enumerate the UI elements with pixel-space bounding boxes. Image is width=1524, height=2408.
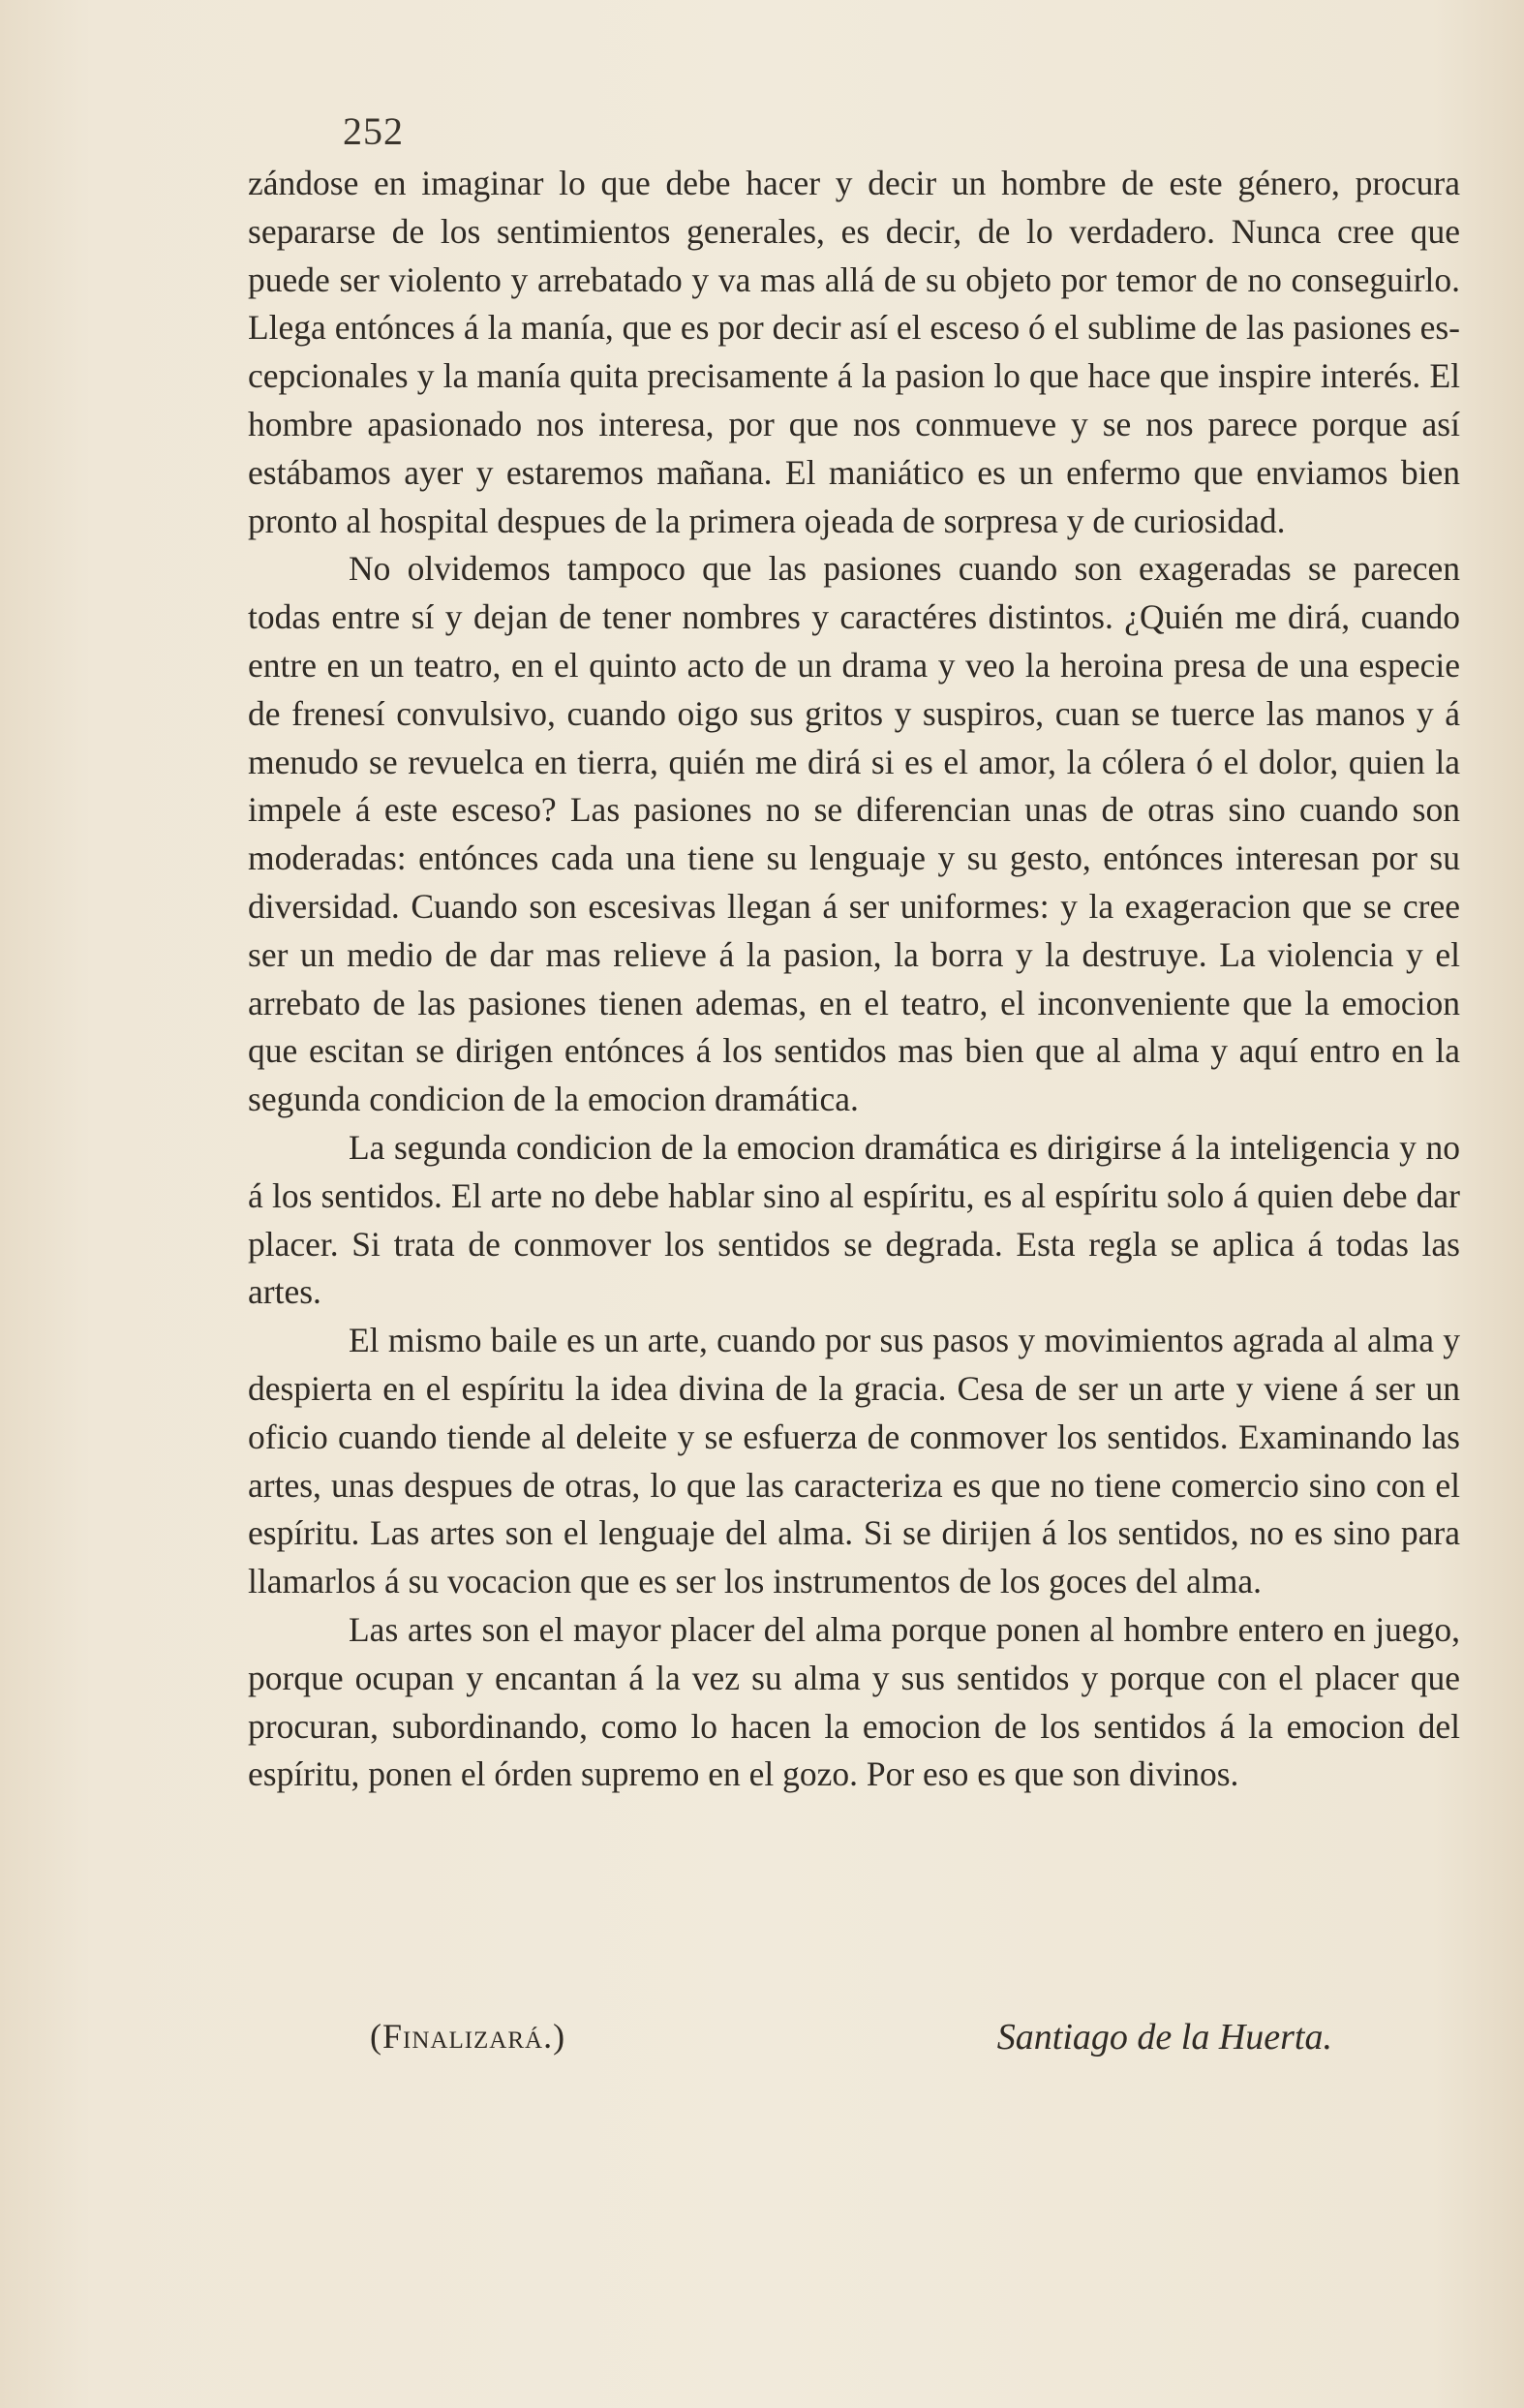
author-signature: Santiago de la Huerta. <box>996 2017 1332 2057</box>
page-number: 252 <box>343 109 404 153</box>
paragraph: zándose en imaginar lo que debe hacer y decir un hombre de este género, procura separarse de los sentimientos generales, es decir, de lo verdadero. Nunca cree que puede ser violento y arrebatado y va mas allá de su objeto por temor de no conseguirlo. Llega entónces á la manía, que es por decir así el esceso ó el sublime de las pasiones escepcionales y la manía quita precisamente á la pasion lo que hace que inspire interés. El hombre apasionado nos interesa, por que nos conmueve y se nos parece porque así estábamos ayer y estaremos mañana. El maniático es un enfermo que enviamos bien pronto al hospital despues de la primera ojeada de sorpresa y de curiosidad. <box>248 164 1460 540</box>
paragraph: El mismo baile es un arte, cuando por sus pasos y movimientos agrada al alma y despierta en el espíritu la idea divina de la gracia. Cesa de ser un arte y viene á ser un oficio cuando tiende al deleite y se esfuerza de conmover los sentidos. Examinando las artes, unas despues de otras, lo que las caracteriza es que no tiene comercio sino con el espíritu. Las artes son el lenguaje del alma. Si se dirijen á los sentidos, no es sino para llamarlos á su vocacion que es ser los instrumentos de los goces del alma. <box>248 1321 1460 1601</box>
continuation-note: (Finalizará.) <box>370 2017 566 2056</box>
paragraph: No olvidemos tampoco que las pasiones cuando son exageradas se parecen todas entre sí y dejan de tener nombres y caractéres distintos. ¿Quién me dirá, cuando entre en un teatro, en el quinto acto de un drama y veo la heroina presa de una especie de frenesí convulsivo, cuando oigo sus gritos y suspiros, cuan se tuerce las manos y á menudo se revuelca en tierra, quién me dirá si es el amor, la cólera ó el dolor, quien la impele á este esceso? Las pasiones no se diferencian unas de otras sino cuando son moderadas: entónces cada una tiene su lenguaje y su gesto, entónces interesan por su diversidad. Cuando son escesivas llegan á ser uniformes: y la exageracion que se cree ser un medio de dar mas relieve á la pasion, la borra y la destruye. La violencia y el arrebato de las pasiones tienen ademas, en el teatro, el inconveniente que la emocion que escitan se dirigen entónces á los sentidos mas bien que al alma y aquí entro en la segunda condicion de la emocion dramática. <box>248 549 1460 1119</box>
paragraph: Las artes son el mayor placer del alma porque ponen al hombre entero en juego, porque ocupan y encantan á la vez su alma y sus sentidos y porque con el placer que procuran, subordinando, como lo hacen la emocion de los sentidos á la emocion del espíritu, ponen el órden supremo en el gozo. Por eso es que son divinos. <box>248 1609 1460 1794</box>
body-text <box>248 160 1460 1799</box>
closing-line <box>248 2016 1332 2074</box>
paragraph: La segunda condicion de la emocion dramática es dirigirse á la inteligencia y no á los sentidos. El arte no debe hablar sino al espíritu, es al espíritu solo á quien debe dar placer. Si trata de conmover los sentidos se degrada. Esta regla se aplica á todas las artes. <box>248 1127 1460 1312</box>
